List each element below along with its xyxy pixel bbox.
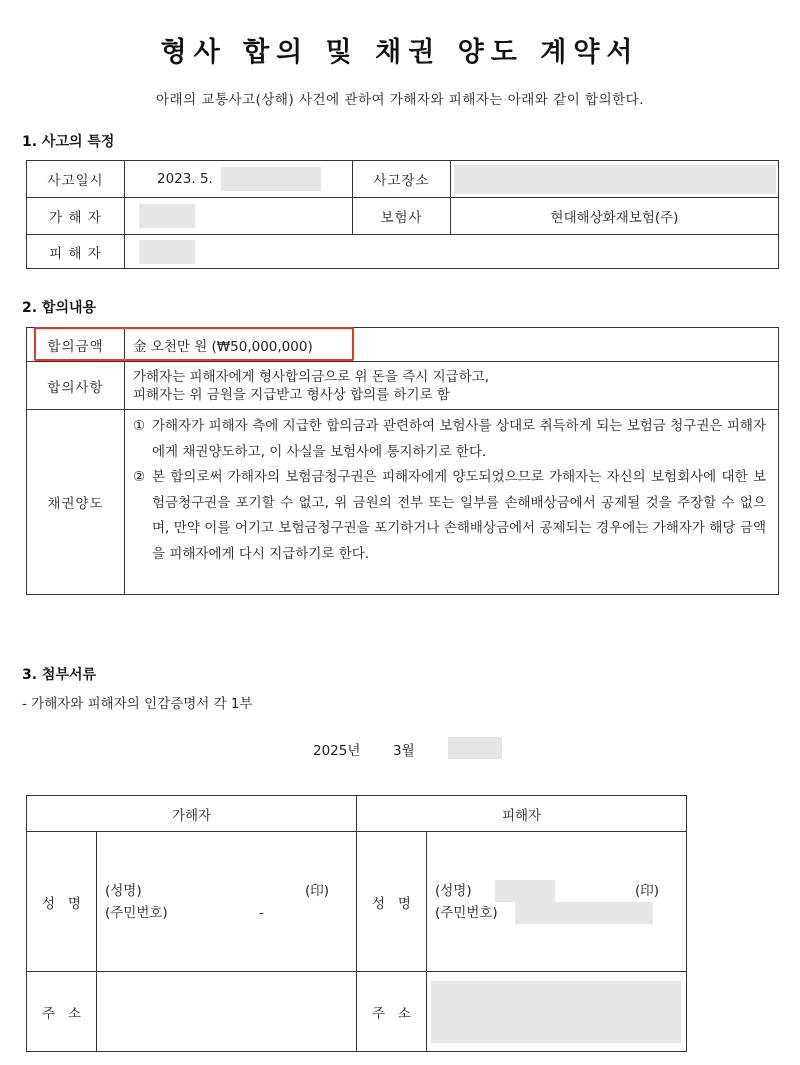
assign-cell bbox=[125, 410, 779, 595]
redacted-victim-address bbox=[431, 981, 681, 1043]
victim-address-label: 주 소 bbox=[357, 972, 427, 1052]
offender-header: 가해자 bbox=[27, 796, 357, 832]
redacted-victim-id bbox=[515, 902, 653, 924]
clause-2-text: 본 합의로써 가해자의 보험금청구권은 피해자에게 양도되었으므로 가해자는 자신의 보험회사에 대한 보험금청구권을 포기할 수 없고, 위 금원의 전부 또는 일부를 손해배상금에서 공제될 것을 주장할 수 없으며, 만약 이를 어기고 보험금청구권을 포기하거나 손해배상금에서 공제되는 경우에는 가해자가 해당 금액을 피해자에게 다시 지급하기로 한다. bbox=[152, 469, 766, 562]
victim-label: 피 해 자 bbox=[27, 235, 125, 269]
victim-id-field: (주민번호) bbox=[435, 904, 498, 921]
amount-label: 합의금액 bbox=[27, 328, 125, 362]
offender-id-dash: - bbox=[259, 904, 264, 921]
agreement-table bbox=[26, 327, 779, 595]
redacted-victim-signature-name bbox=[495, 880, 555, 902]
accident-place-label: 사고장소 bbox=[353, 161, 451, 198]
assign-label: 채권양도 bbox=[27, 410, 125, 595]
redacted-place bbox=[454, 165, 776, 194]
signature-table bbox=[26, 795, 687, 1052]
terms-label: 합의사항 bbox=[27, 362, 125, 410]
offender-name-label: 성 명 bbox=[27, 832, 97, 972]
insurer-value: 현대해상화재보험(주) bbox=[451, 198, 779, 235]
accident-date-value: 2023. 5. bbox=[157, 171, 213, 187]
accident-place-cell bbox=[451, 161, 779, 198]
terms-line-2: 피해자는 위 금원을 지급받고 형사상 합의를 하기로 함 bbox=[133, 386, 450, 403]
date-year: 2025년 bbox=[313, 743, 361, 759]
date-month: 3월 bbox=[393, 743, 415, 759]
clause-1 bbox=[133, 414, 766, 465]
terms-line-1: 가해자는 피해자에게 형사합의금으로 위 돈을 즉시 지급하고, bbox=[133, 368, 490, 385]
clause-2 bbox=[133, 465, 766, 567]
clause-2-number: ② bbox=[133, 469, 146, 485]
victim-name-label: 성 명 bbox=[357, 832, 427, 972]
offender-id-field: (주민번호) bbox=[105, 904, 168, 921]
offender-cell bbox=[125, 198, 353, 235]
section3-heading: 3. 첨부서류 bbox=[22, 667, 97, 683]
amount-highlight-box bbox=[34, 327, 354, 361]
attachment-item: - 가해자와 피해자의 인감증명서 각 1부 bbox=[22, 696, 253, 712]
victim-header: 피해자 bbox=[357, 796, 687, 832]
intro-text: 아래의 교통사고(상해) 사건에 관하여 가해자와 피해자는 아래와 같이 합의한다. bbox=[156, 92, 644, 108]
accident-table bbox=[26, 160, 779, 269]
offender-name-field: (성명) bbox=[105, 882, 142, 899]
redacted-date bbox=[221, 167, 321, 191]
victim-name-field: (성명) bbox=[435, 882, 472, 899]
amount-value: 金 오천만 원 (₩50,000,000) bbox=[125, 328, 779, 362]
redacted-day bbox=[448, 737, 502, 759]
victim-address-cell bbox=[427, 972, 687, 1052]
document-title: 형사 합의 및 채권 양도 계약서 bbox=[160, 37, 640, 68]
offender-seal: (印) bbox=[305, 882, 330, 899]
clause-1-number: ① bbox=[133, 418, 146, 434]
redacted-victim-name bbox=[139, 240, 195, 264]
offender-address-cell bbox=[97, 972, 357, 1052]
victim-cell bbox=[125, 235, 779, 269]
victim-name-cell bbox=[427, 832, 687, 972]
terms-cell bbox=[125, 362, 779, 410]
offender-name-cell bbox=[97, 832, 357, 972]
clause-1-text: 가해자가 피해자 측에 지급한 합의금과 관련하여 보험사를 상대로 취득하게 되는 보험금 청구권은 피해자에게 채권양도하고, 이 사실을 보험사에 통지하기로 한다. bbox=[152, 418, 766, 460]
redacted-offender-name bbox=[139, 204, 195, 228]
accident-date-cell bbox=[125, 161, 353, 198]
offender-address-label: 주 소 bbox=[27, 972, 97, 1052]
offender-label: 가 해 자 bbox=[27, 198, 125, 235]
section2-heading: 2. 합의내용 bbox=[22, 300, 97, 316]
section1-heading: 1. 사고의 특정 bbox=[22, 134, 115, 150]
victim-seal: (印) bbox=[635, 882, 660, 899]
accident-date-label: 사고일시 bbox=[27, 161, 125, 198]
insurer-label: 보험사 bbox=[353, 198, 451, 235]
